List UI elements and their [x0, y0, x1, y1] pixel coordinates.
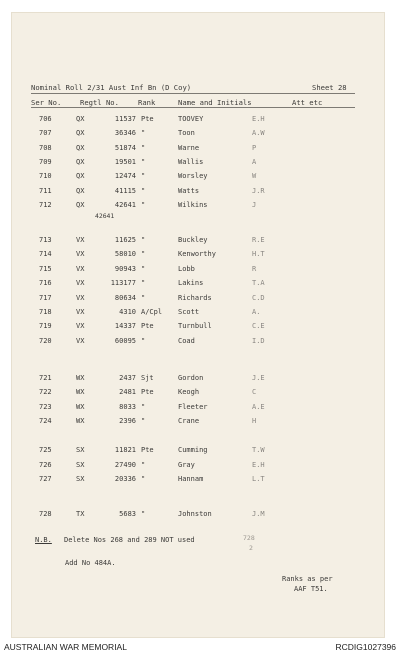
regtl-number-cell: 58010: [114, 250, 136, 258]
name-cell: Fleeter: [178, 403, 208, 411]
pencil-total: 728: [243, 534, 255, 542]
initials-cell: T.A: [252, 279, 265, 287]
regtl-prefix-cell: QX: [76, 187, 85, 195]
regtl-prefix-cell: TX: [76, 510, 85, 518]
regtl-number-cell: 113177: [110, 279, 136, 287]
regtl-number-cell: 42641: [114, 201, 136, 209]
table-row: [12, 187, 386, 199]
table-row: [12, 308, 386, 320]
initials-cell: J: [252, 201, 257, 209]
regtl-prefix-cell: WX: [76, 403, 85, 411]
ser-no-cell: 718: [39, 308, 52, 316]
rank-cell: A/Cpl: [141, 308, 163, 316]
name-cell: Turnbull: [178, 322, 212, 330]
regtl-number-cell: 19501: [114, 158, 136, 166]
rank-cell: ": [141, 187, 146, 195]
name-cell: Watts: [178, 187, 200, 195]
regtl-prefix-cell: QX: [76, 144, 85, 152]
ser-no-cell: 709: [39, 158, 52, 166]
ser-no-cell: 724: [39, 417, 52, 425]
regtl-number-cell: 36346: [114, 129, 136, 137]
table-row: [12, 144, 386, 156]
regtl-number-cell: 11821: [114, 446, 136, 454]
name-cell: Kenworthy: [178, 250, 216, 258]
regtl-number-cell: 14337: [114, 322, 136, 330]
name-cell: TOOVEY: [178, 115, 204, 123]
regtl-prefix-cell: SX: [76, 475, 85, 483]
footer-record-id: RCDIG1027396: [335, 642, 396, 652]
ser-no-cell: 728: [39, 510, 52, 518]
ser-no-cell: 722: [39, 388, 52, 396]
rank-cell: ": [141, 510, 146, 518]
rank-cell: ": [141, 279, 146, 287]
name-cell: Wilkins: [178, 201, 208, 209]
regtl-prefix-cell: SX: [76, 461, 85, 469]
name-cell: Buckley: [178, 236, 208, 244]
initials-cell: C.E: [252, 322, 265, 330]
ser-no-cell: 723: [39, 403, 52, 411]
regtl-number-cell: 4310: [119, 308, 136, 316]
regtl-number-cell: 11625: [114, 236, 136, 244]
rank-cell: ": [141, 403, 146, 411]
table-row: [12, 446, 386, 458]
initials-cell: C.D: [252, 294, 265, 302]
table-row: [12, 294, 386, 306]
ser-no-cell: 727: [39, 475, 52, 483]
ser-no-cell: 710: [39, 172, 52, 180]
ser-no-cell: 713: [39, 236, 52, 244]
initials-cell: J.R: [252, 187, 265, 195]
initials-cell: H: [252, 417, 257, 425]
header-underline: [31, 107, 355, 108]
rank-cell: ": [141, 475, 146, 483]
name-cell: Richards: [178, 294, 212, 302]
regtl-prefix-cell: VX: [76, 250, 85, 258]
initials-cell: E.H: [252, 115, 265, 123]
initials-cell: A.E: [252, 403, 265, 411]
ser-no-cell: 720: [39, 337, 52, 345]
table-row: [12, 172, 386, 184]
name-cell: Toon: [178, 129, 195, 137]
name-cell: Lobb: [178, 265, 195, 273]
regtl-prefix-cell: VX: [76, 294, 85, 302]
regtl-number-cell: 80634: [114, 294, 136, 302]
sheet-number: Sheet 28: [312, 83, 347, 92]
initials-cell: E.H: [252, 461, 265, 469]
name-cell: Scott: [178, 308, 200, 316]
regtl-number-cell: 2481: [119, 388, 136, 396]
initials-cell: J.M: [252, 510, 265, 518]
regtl-number-cell: 20336: [114, 475, 136, 483]
ranks-note: Ranks as per: [282, 575, 333, 583]
ser-no-cell: 717: [39, 294, 52, 302]
name-cell: Coad: [178, 337, 195, 345]
ser-no-cell: 715: [39, 265, 52, 273]
col-header-regtl-no: Regtl No.: [80, 98, 119, 107]
initials-cell: W: [252, 172, 257, 180]
pencil-mark: 2: [249, 544, 253, 552]
table-row: [12, 265, 386, 277]
initials-cell: P: [252, 144, 257, 152]
regtl-prefix-cell: VX: [76, 236, 85, 244]
col-header-att: Att etc: [292, 98, 323, 107]
table-row: [12, 475, 386, 487]
regtl-number-cell: 11537: [114, 115, 136, 123]
initials-cell: I.D: [252, 337, 265, 345]
rank-cell: ": [141, 144, 146, 152]
rank-cell: ": [141, 250, 146, 258]
regtl-number-cell: 90943: [114, 265, 136, 273]
regtl-number-cell: 41115: [114, 187, 136, 195]
ser-no-cell: 707: [39, 129, 52, 137]
initials-cell: A: [252, 158, 257, 166]
regtl-prefix-cell: QX: [76, 158, 85, 166]
ser-no-cell: 721: [39, 374, 52, 382]
rank-cell: Pte: [141, 115, 154, 123]
rank-cell: Pte: [141, 322, 154, 330]
regtl-prefix-cell: WX: [76, 417, 85, 425]
regtl-number-cell: 5683: [119, 510, 136, 518]
col-header-rank: Rank: [138, 98, 156, 107]
rank-cell: ": [141, 129, 146, 137]
add-note: Add No 484A.: [65, 559, 116, 567]
footer-institution: AUSTRALIAN WAR MEMORIAL: [4, 642, 127, 652]
ser-no-cell: 714: [39, 250, 52, 258]
name-cell: Gordon: [178, 374, 204, 382]
table-row: [12, 337, 386, 349]
table-row: [12, 374, 386, 386]
regtl-number-cell: 51874: [114, 144, 136, 152]
rank-cell: ": [141, 201, 146, 209]
name-cell: Wallis: [178, 158, 204, 166]
table-row: [12, 201, 386, 213]
name-cell: Crane: [178, 417, 200, 425]
table-row: [12, 279, 386, 291]
initials-cell: H.T: [252, 250, 265, 258]
table-row: [12, 115, 386, 127]
table-row: [12, 129, 386, 141]
rank-cell: ": [141, 236, 146, 244]
name-cell: Keogh: [178, 388, 200, 396]
note-text: Delete Nos 268 and 289 NOT used: [64, 536, 195, 544]
note-label: N.B.: [35, 536, 52, 544]
regtl-number-cell: 60095: [114, 337, 136, 345]
rank-cell: ": [141, 158, 146, 166]
struck-number: 42641: [95, 212, 115, 220]
regtl-prefix-cell: SX: [76, 446, 85, 454]
ser-no-cell: 726: [39, 461, 52, 469]
regtl-prefix-cell: VX: [76, 337, 85, 345]
name-cell: Gray: [178, 461, 195, 469]
rank-cell: ": [141, 417, 146, 425]
initials-cell: R: [252, 265, 257, 273]
archive-footer: [0, 638, 400, 654]
rank-cell: ": [141, 265, 146, 273]
ser-no-cell: 719: [39, 322, 52, 330]
rank-cell: ": [141, 461, 146, 469]
initials-cell: A.: [252, 308, 261, 316]
regtl-prefix-cell: QX: [76, 115, 85, 123]
regtl-prefix-cell: VX: [76, 322, 85, 330]
regtl-number-cell: 2437: [119, 374, 136, 382]
rank-cell: ": [141, 294, 146, 302]
name-cell: Cumming: [178, 446, 208, 454]
table-row: [12, 236, 386, 248]
roll-title: Nominal Roll 2/31 Aust Inf Bn (D Coy): [31, 83, 192, 92]
initials-cell: C: [252, 388, 257, 396]
regtl-prefix-cell: QX: [76, 129, 85, 137]
table-row: [12, 403, 386, 415]
rank-cell: ": [141, 172, 146, 180]
ser-no-cell: 716: [39, 279, 52, 287]
title-underline: [31, 93, 355, 94]
regtl-number-cell: 2396: [119, 417, 136, 425]
table-row: [12, 322, 386, 334]
regtl-prefix-cell: QX: [76, 201, 85, 209]
table-row: [12, 417, 386, 429]
regtl-number-cell: 12474: [114, 172, 136, 180]
initials-cell: T.W: [252, 446, 265, 454]
rank-cell: ": [141, 337, 146, 345]
regtl-prefix-cell: VX: [76, 279, 85, 287]
table-row: [12, 510, 386, 522]
regtl-prefix-cell: QX: [76, 172, 85, 180]
name-cell: Johnston: [178, 510, 212, 518]
regtl-prefix-cell: VX: [76, 265, 85, 273]
name-cell: Lakins: [178, 279, 204, 287]
ser-no-cell: 725: [39, 446, 52, 454]
col-header-name: Name and Initials: [178, 98, 252, 107]
name-cell: Hannam: [178, 475, 204, 483]
document-page: [11, 12, 385, 638]
table-row: [12, 388, 386, 400]
name-cell: Worsley: [178, 172, 208, 180]
name-cell: Warne: [178, 144, 200, 152]
table-row: [12, 158, 386, 170]
table-row: [12, 250, 386, 262]
table-row: [12, 461, 386, 473]
ser-no-cell: 708: [39, 144, 52, 152]
rank-cell: Pte: [141, 388, 154, 396]
ser-no-cell: 706: [39, 115, 52, 123]
ser-no-cell: 712: [39, 201, 52, 209]
initials-cell: R.E: [252, 236, 265, 244]
initials-cell: L.T: [252, 475, 265, 483]
regtl-prefix-cell: WX: [76, 388, 85, 396]
ranks-reference: AAF T51.: [294, 585, 328, 593]
regtl-number-cell: 27490: [114, 461, 136, 469]
rank-cell: Pte: [141, 446, 154, 454]
initials-cell: J.E: [252, 374, 265, 382]
ser-no-cell: 711: [39, 187, 52, 195]
rank-cell: Sjt: [141, 374, 154, 382]
initials-cell: A.W: [252, 129, 265, 137]
regtl-number-cell: 8033: [119, 403, 136, 411]
col-header-ser-no: Ser No.: [31, 98, 62, 107]
regtl-prefix-cell: WX: [76, 374, 85, 382]
regtl-prefix-cell: VX: [76, 308, 85, 316]
